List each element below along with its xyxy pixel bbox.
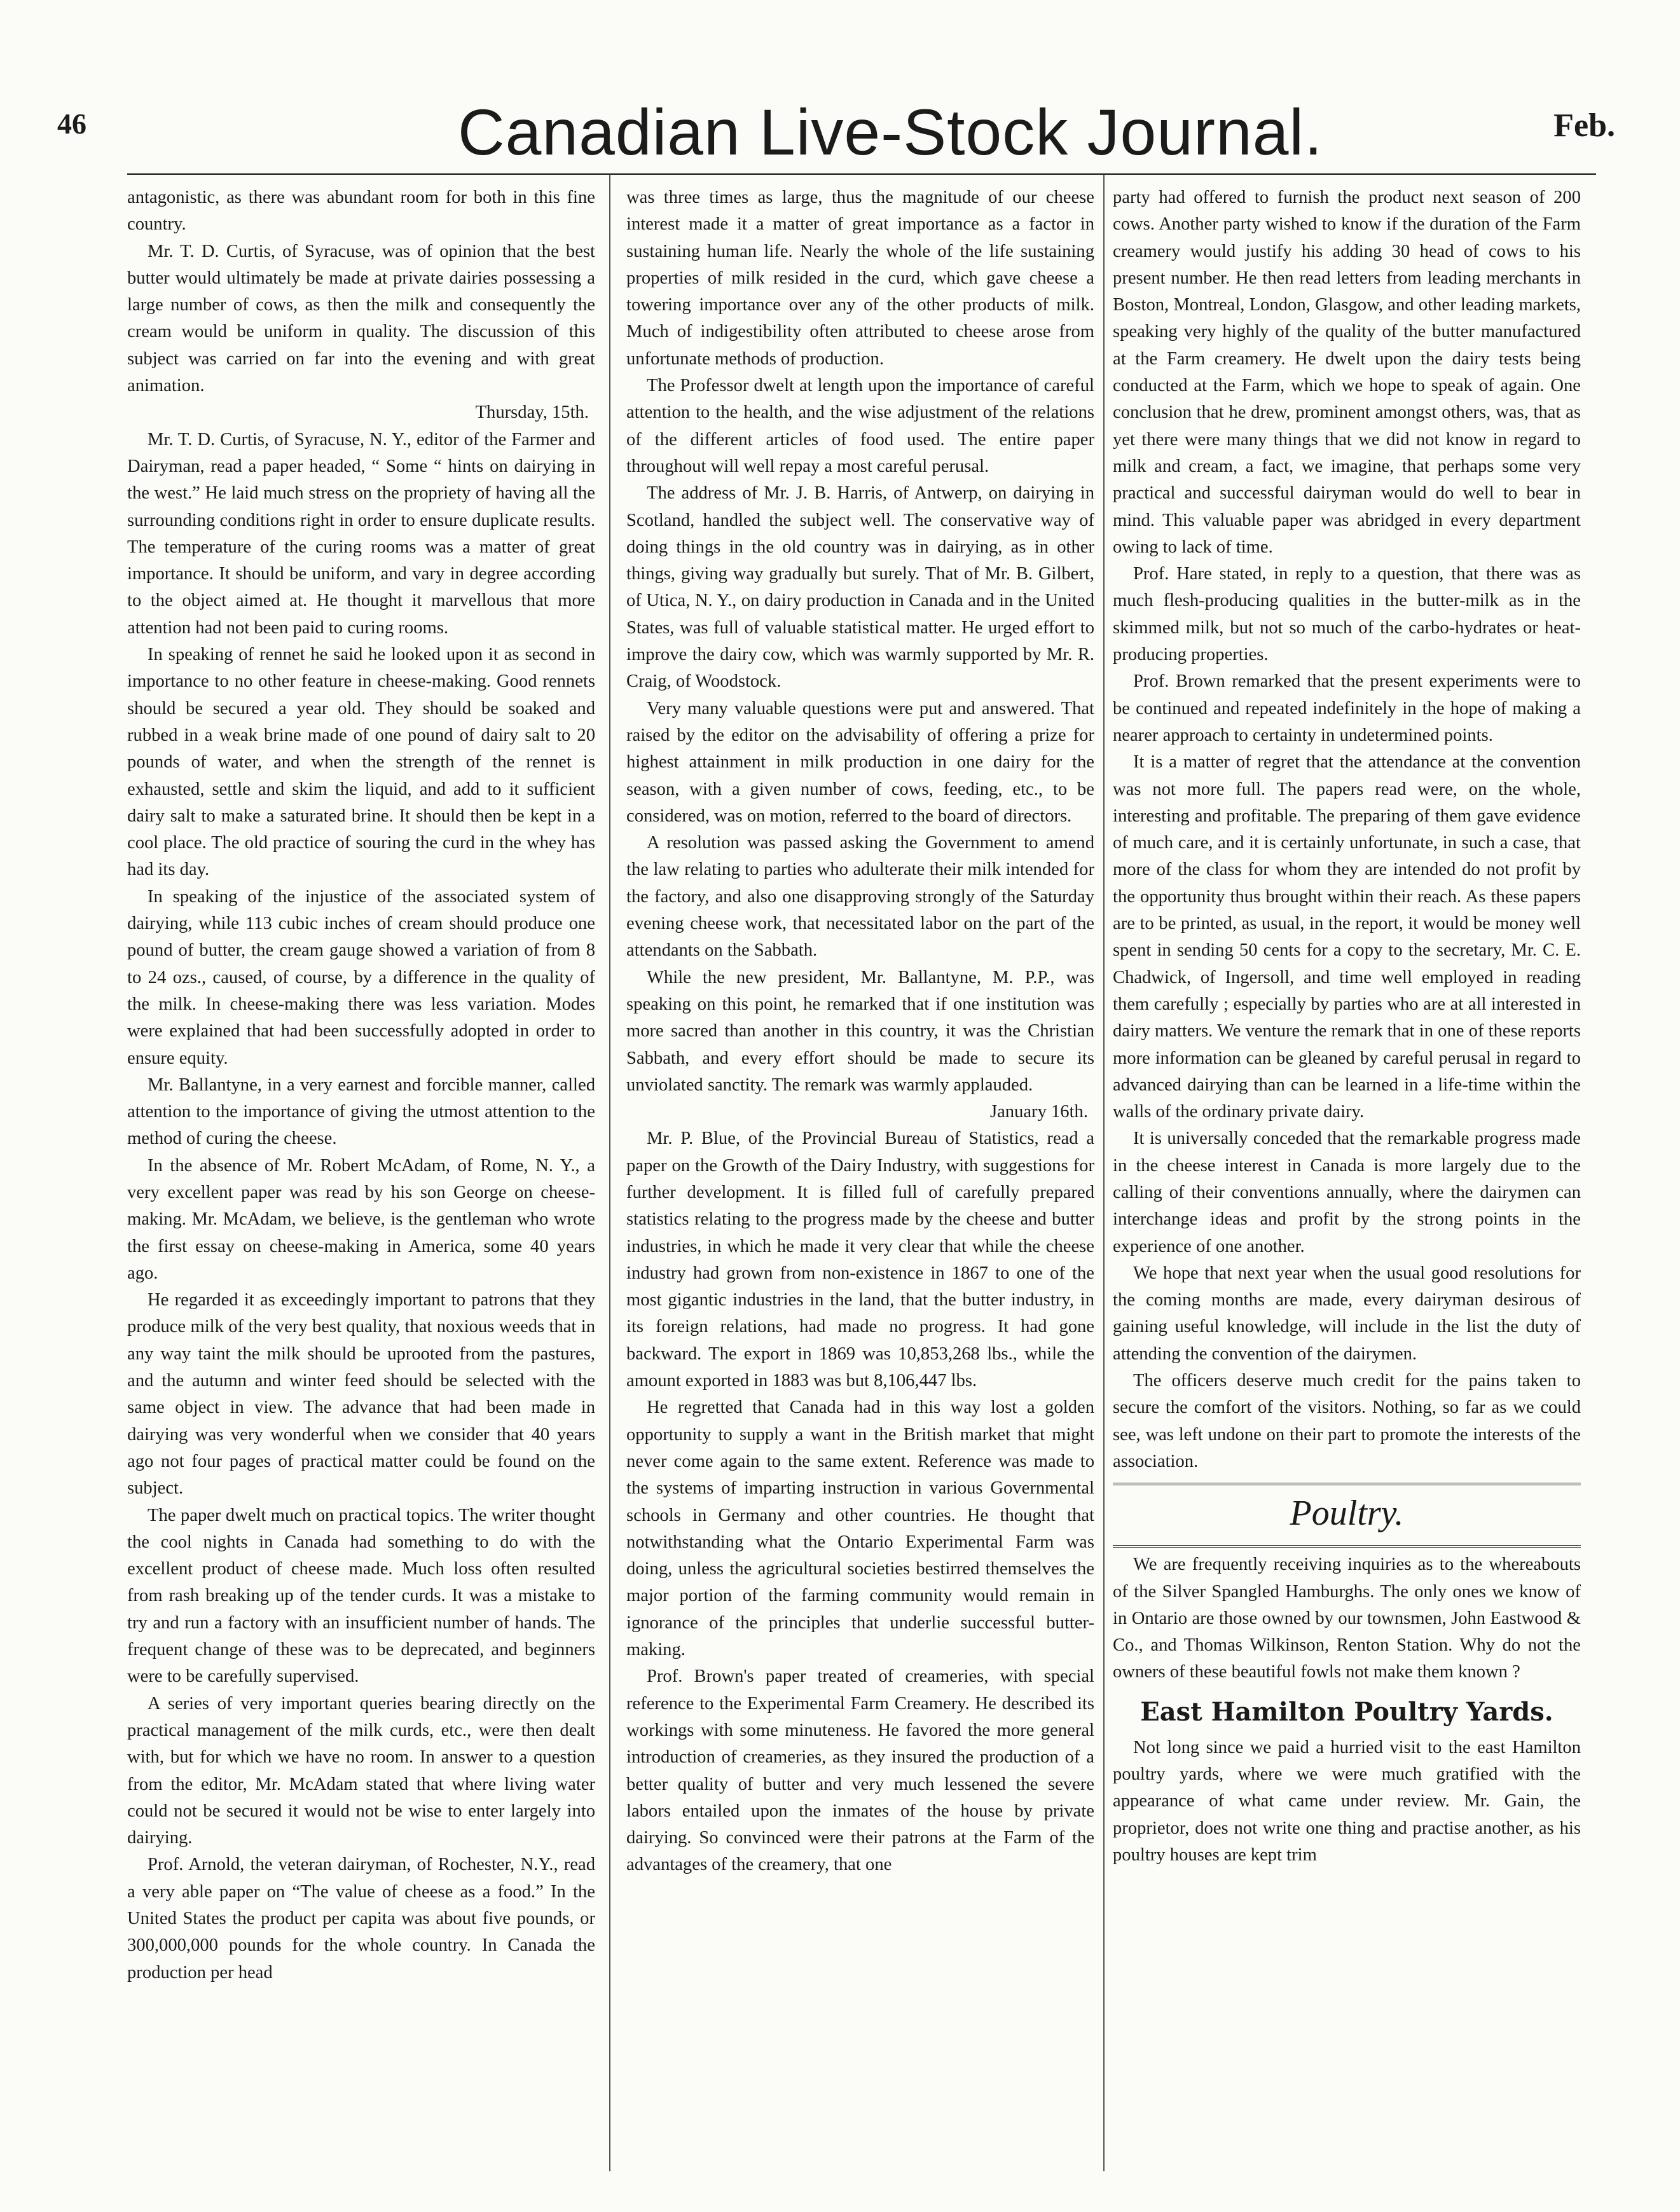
- paragraph: The officers deserve much credit for the pains taken to secure the comfort of the visitors. Nothing, so far as we could see, was left undone on their part to promote the interests of the association.: [1113, 1371, 1581, 1471]
- paragraph: The paper dwelt much on practical topics. The writer thought the cool nights in Canada had something to do with the excellent product of cheese made. Much loss often resulted from rash breaking up of the tender curds. It was a mistake to try and run a factory with an insufficient number of hands. The frequent change of these was to be deprecated, and beginners were to be carefully supervised.: [127, 1505, 595, 1687]
- paragraph: It is a matter of regret that the attendance at the convention was not more full. The papers read were, on the whole, interesting and profitable. The preparing of them gave evidence of much care, and it is certainly unfortunate, in such a case, that more of the class for whom they are intended do not profit by the opportunity thus brought within their reach. As these papers are to be printed, as usual, in the report, it would be money well spent in sending 50 cents for a copy to the secretary, Mr. C. E. Chadwick, of Ingersoll, and time well employed in reading them carefully ; especially by parties who are at all interested in dairy matters. We venture the remark that in one of these reports more information can be gleaned by careful perusal in regard to advanced dairying than can be learned in a life-time within the walls of the ordinary private dairy.: [1113, 752, 1581, 1122]
- date-heading: January 16th.: [989, 1102, 1088, 1122]
- paragraph: In speaking of the injustice of the associated system of dairying, while 113 cubic inches of cream should produce one pound of butter, the cream gauge showed a variation of from 8 to 24 ozs., caused, of course, by a difference in the quality of the milk. In cheese-making there was less variation. Modes were explained that had been successfully adopted in order to ensure equity.: [127, 886, 595, 1068]
- paragraph: It is universally conceded that the remarkable progress made in the cheese interest in Canada is more largely due to the calling of their conventions annually, where the dairymen can interchange ideas and profit by the strong points in the experience of one another.: [1113, 1129, 1581, 1256]
- section-divider: [1113, 1483, 1581, 1485]
- column-2: [626, 184, 1094, 2187]
- column-3: [1113, 184, 1581, 2187]
- paragraph: Mr. P. Blue, of the Provincial Bureau of Statistics, read a paper on the Growth of the Dairy Industry, with suggestions for further development. It is filled full of carefully prepared statistics relating to the progress made by the cheese and butter industries, in which he made it very clear that while the cheese industry had grown from non-existence in 1867 to one of the most gigantic industries in the land, that the butter industry, in its foreign relations, had made no progress. It had gone backward. The export in 1869 was 10,853,268 lbs., while the amount exported in 1883 was but 8,106,447 lbs.: [626, 1129, 1094, 1391]
- paragraph: A resolution was passed asking the Government to amend the law relating to parties who adulterate their milk intended for the factory, and also one disapproving strongly of the Saturday evening cheese work, that necessitated labor on the part of the attendants on the Sabbath.: [626, 833, 1094, 961]
- issue-month: Feb.: [1553, 107, 1615, 144]
- paragraph: A series of very important queries bearing directly on the practical management of the milk curds, etc., were then dealt with, but for which we have no room. In answer to a question from the editor, Mr. McAdam stated that where living water could not be secured it would not be wise to enter largely into dairying.: [127, 1693, 595, 1848]
- paragraph: Very many valuable questions were put and answered. That raised by the editor on the advisability of offering a prize for highest attainment in milk production in one dairy for the season, with a given number of cows, feeding, etc., to be considered, was on motion, referred to the board of directors.: [626, 698, 1094, 826]
- date-heading: Thursday, 15th.: [475, 402, 589, 423]
- paragraph: He regarded it as exceedingly important to patrons that they produce milk of the very best quality, that noxious weeds that in any way taint the milk should be uprooted from the pastures, and the autumn and winter feed should be selected with the same object in view. The advance that had been made in dairying was very wonderful when we consider that 40 years ago not four pages of practical matter could be found on the subject.: [127, 1290, 595, 1499]
- paragraph: Prof. Arnold, the veteran dairyman, of Rochester, N.Y., read a very able paper on “The value of cheese as a food.” In the United States the product per capita was about five pounds, or 300,000,000 pounds for the whole country. In Canada the production per head: [127, 1855, 595, 1982]
- paragraph: While the new president, Mr. Ballantyne, M. P.P., was speaking on this point, he remarked that if one institution was more sacred than another in this country, it was the Christian Sabbath, and every effort should be made to secure its unviolated sanctity. The remark was warmly applauded.: [626, 967, 1094, 1095]
- paragraph: In the absence of Mr. Robert McAdam, of Rome, N. Y., a very excellent paper was read by his son George on cheese-making. Mr. McAdam, we believe, is the gentleman who wrote the first essay on cheese-making in America, some 40 years ago.: [127, 1155, 595, 1283]
- section-title-poultry: Poultry.: [1290, 1494, 1404, 1534]
- header-rule: [127, 173, 1596, 175]
- paragraph: Not long since we paid a hurried visit to the east Hamilton poultry yards, where we were much gratified with the appearance of what came under review. Mr. Gain, the proprietor, does not write one thing and practise another, as his poultry houses are kept trim: [1113, 1737, 1581, 1865]
- paragraph: The address of Mr. J. B. Harris, of Antwerp, on dairying in Scotland, handled the subject well. The conservative way of doing things in the old country was in dairying, as in other things, giving way gradually but surely. That of Mr. B. Gilbert, of Utica, N. Y., on dairy production in Canada and in the United States, was full of valuable statistical matter. He urged effort to improve the dairy cow, which was warmly supported by Mr. R. Craig, of Woodstock.: [626, 483, 1094, 692]
- paragraph: In speaking of rennet he said he looked upon it as second in importance to no other feature in cheese-making. Good rennets should be secured a year old. They should be soaked and rubbed in a weak brine made of one pound of dairy salt to 20 pounds of water, and when the strength of the rennet is exhausted, settle and skim the liquid, and add to it sufficient dairy salt to make a saturated brine. It should then be kept in a cool place. The old practice of souring the curd in the whey has had its day.: [127, 645, 595, 880]
- paragraph: Mr. Ballantyne, in a very earnest and forcible manner, called attention to the importance of giving the utmost attention to the method of curing the cheese.: [127, 1075, 595, 1149]
- section-divider: [1113, 1545, 1581, 1548]
- column-divider-1: [609, 175, 610, 2171]
- journal-title: Canadian Live-Stock Journal.: [458, 96, 1323, 168]
- page-number: 46: [57, 107, 86, 140]
- paragraph: The Professor dwelt at length upon the importance of careful attention to the health, and the wise adjustment of the relations of the different articles of food used. The entire paper throughout will well repay a most careful perusal.: [626, 376, 1094, 476]
- paragraph: antagonistic, as there was abundant room for both in this fine country.: [127, 188, 595, 235]
- paragraph: was three times as large, thus the magnitude of our cheese interest made it a matter of great importance as a factor in sustaining human life. Nearly the whole of the life sustaining properties of milk resided in the curd, which gave cheese a towering importance over any of the other products of milk. Much of indigestibility often attributed to cheese arose from unfortunate methods of production.: [626, 188, 1094, 369]
- article-heading: East Hamilton Poultry Yards.: [1140, 1696, 1553, 1727]
- paragraph: Mr. T. D. Curtis, of Syracuse, N. Y., editor of the Farmer and Dairyman, read a paper headed, “ Some “ hints on dairying in the west.” He laid much stress on the propriety of having all the surrounding conditions right in order to ensure duplicate results. The temperature of the curing rooms was a matter of great importance. It should be uniform, and vary in degree according to the object aimed at. He thought it marvellous that more attention had not been paid to curing rooms.: [127, 429, 595, 638]
- paragraph: We hope that next year when the usual good resolutions for the coming months are made, every dairyman desirous of gaining useful knowledge, will include in the list the duty of attending the convention of the dairymen.: [1113, 1263, 1581, 1364]
- paragraph: Prof. Brown remarked that the present experiments were to be continued and repeated indefinitely in the hope of making a nearer approach to certainty in undetermined points.: [1113, 671, 1581, 745]
- column-1: [127, 184, 595, 2187]
- paragraph: Prof. Hare stated, in reply to a question, that there was as much flesh-producing qualities in the butter-milk as in the skimmed milk, but not so much of the carbo-hydrates or heat-producing properties.: [1113, 564, 1581, 665]
- column-divider-2: [1103, 175, 1105, 2171]
- paragraph: We are frequently receiving inquiries as to the whereabouts of the Silver Spangled Hamburghs. The only ones we know of in Ontario are those owned by our townsmen, John Eastwood & Co., and Thomas Wilkinson, Renton Station. Why do not the owners of these beautiful fowls not make them known ?: [1113, 1555, 1581, 1682]
- page-header: [57, 95, 1615, 178]
- paragraph: Prof. Brown's paper treated of creameries, with special reference to the Experimental Farm Creamery. He described its workings with some minuteness. He favored the more general introduction of creameries, as they insured the production of a better quality of butter and very much lessened the severe labors entailed upon the inmates of the house by private dairying. So convinced were their patrons at the Farm of the advantages of the creamery, that one: [626, 1666, 1094, 1875]
- paragraph: party had offered to furnish the product next season of 200 cows. Another party wished to know if the duration of the Farm creamery would justify his adding 30 head of cows to his present number. He then read letters from leading merchants in Boston, Montreal, London, Glasgow, and other leading markets, speaking very highly of the quality of the butter manufactured at the Farm creamery. He dwelt upon the dairy tests being conducted at the Farm, which we hope to speak of again. One conclusion that he drew, prominent amongst others, was, that as yet there were many things that we did not know in regard to milk and cream, a fact, we imagine, that perhaps some very practical and successful dairyman would do well to bear in mind. This valuable paper was abridged in every department owing to lack of time.: [1113, 188, 1581, 557]
- paragraph: He regretted that Canada had in this way lost a golden opportunity to supply a want in the British market that might never come again to the same extent. Reference was made to the systems of imparting instruction in various Governmental schools in Germany and other countries. He thought that notwithstanding what the Ontario Experimental Farm was doing, unless the agricultural societies bestirred themselves the major portion of the farming community would remain in ignorance of the principles that underlie successful butter-making.: [626, 1398, 1094, 1660]
- paragraph: Mr. T. D. Curtis, of Syracuse, was of opinion that the best butter would ultimately be made at private dairies possessing a large number of cows, as then the milk and consequently the cream would be uniform in quality. The discussion of this subject was carried on far into the evening and with great animation.: [127, 241, 595, 396]
